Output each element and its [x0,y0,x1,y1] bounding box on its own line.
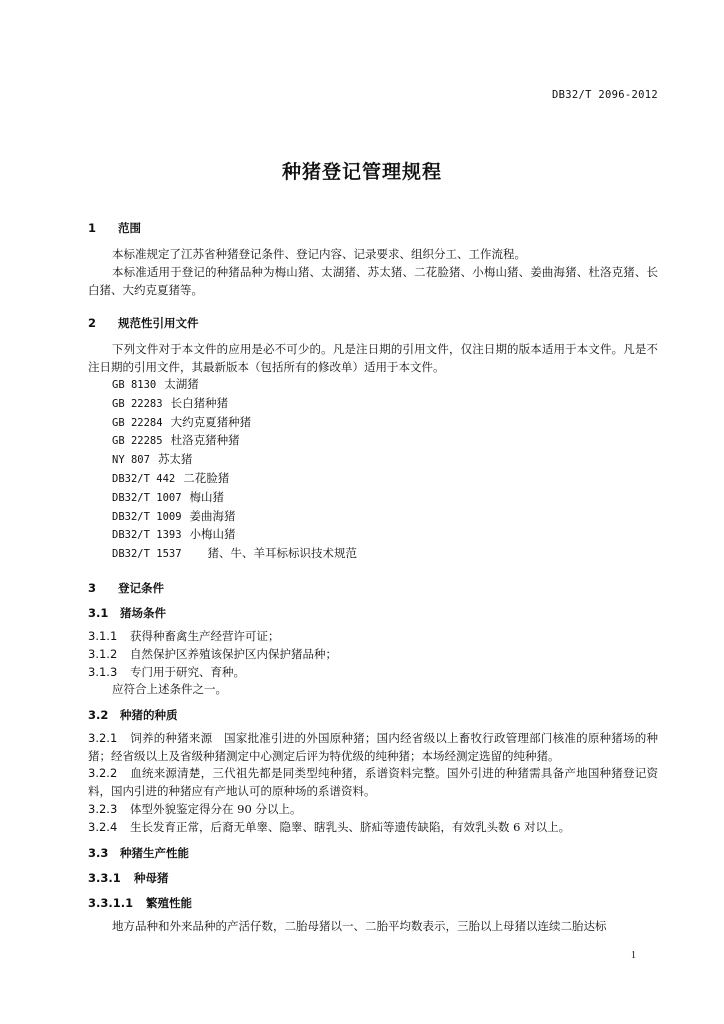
reference-title: 长白猪种猪 [170,395,229,410]
clause-item [88,664,658,682]
reference-title: 梅山猪 [189,489,225,504]
reference-code: DB32/T 442 [112,472,176,485]
subsection-number: 3.2 [88,707,109,722]
standard-code: DB32/T 2096-2012 [552,89,658,101]
subsection-title: 种母猪 [134,870,169,885]
reference-item [88,414,658,433]
section-title: 规范性引用文件 [118,316,199,330]
clause-number: 3.1.3 [88,664,118,679]
clause-text: 体型外貌鉴定得分在 90 分以上。 [130,802,302,817]
reference-item [88,470,658,489]
section-2-heading [88,315,658,332]
page-number: 1 [631,950,636,961]
reference-title: 姜曲海猪 [189,508,236,523]
subsection-title: 繁殖性能 [146,895,192,910]
reference-item [88,526,658,545]
reference-code: DB32/T 1009 [112,510,182,523]
subsection-number: 3.3 [88,845,109,860]
reference-code: GB 22283 [112,397,163,410]
subsection-3-1-heading [88,605,658,622]
clause-item [88,730,658,766]
reference-title: 太湖猪 [164,377,199,391]
reference-code: DB32/T 1007 [112,491,182,504]
clause-item [88,765,658,801]
reference-list [88,376,658,564]
reference-code: DB32/T 1393 [112,529,182,542]
section-1-heading [88,220,658,237]
reference-title: 苏太猪 [157,452,193,467]
reference-item [88,545,658,564]
subsection-3-3-1-1-heading [88,895,658,912]
subsection-title: 猪场条件 [120,605,166,620]
clause-number: 3.2.4 [88,819,118,834]
clause-text: 生长发育正常，后裔无单睾、隐睾、瞎乳头、脐疝等遗传缺陷，有效乳头数 6 对以上。 [130,819,571,834]
clause-number: 3.2.2 [88,766,118,781]
reference-item [88,376,658,395]
section-3-heading [88,580,658,597]
section-number: 3 [88,580,97,595]
reference-code: GB 22285 [112,435,163,448]
clause-text: 饲养的种猪来源 国家批准引进的外国原种猪；国内经省级以上畜牧行政管理部门核准的原种猪场的种猪；经省级以上及省级种猪测定中心测定后评为特优级的纯种猪；本场经测定选留的纯种猪。 [88,730,658,763]
clause-number: 3.1.2 [88,646,118,661]
clause-number: 3.2.1 [88,730,118,745]
clause-number: 3.2.3 [88,802,118,817]
subsection-3-3-1-heading [88,870,658,887]
reference-item [88,395,658,414]
reference-title: 二花脸猪 [183,470,230,485]
normative-references-intro: 下列文件对于本文件的应用是必不可少的。凡是注日期的引用文件，仅注日期的版本适用于本文件。凡是不注日期的引用文件，其最新版本（包括所有的修改单）适用于本文件。 [88,342,658,374]
clause-number: 3.1.1 [88,628,118,643]
reference-code: NY 807 [112,454,150,467]
section-number: 2 [88,316,97,330]
subsection-3-3-heading [88,845,658,862]
scope-paragraph-2: 本标准适用于登记的种猪品种为梅山猪、太湖猪、苏太猪、二花脸猪、小梅山猪、姜曲海猪、杜洛克猪、长白猪、大约克夏猪等。 [88,265,658,297]
subsection-title: 种猪生产性能 [120,845,189,860]
reference-code: DB32/T 1537 [112,548,182,561]
subsection-3-2-heading [88,707,658,724]
reference-item [88,508,658,527]
clause-text: 自然保护区养殖该保护区内保护猪品种； [130,646,337,661]
clause-item [88,819,658,837]
reference-title: 猪、牛、羊耳标标识技术规范 [207,546,358,561]
clause-text: 专门用于研究、育种。 [130,664,245,679]
reference-title: 大约克夏猪种猪 [170,414,252,429]
clause-text: 血统来源清楚，三代祖先都是同类型纯种猪，系谱资料完整。国外引进的种猪需具备产地国种猪登记资料，国内引进的种猪应有产地认可的原种场的系谱资料。 [88,766,658,799]
reference-title: 小梅山猪 [189,527,236,542]
reference-item [88,432,658,451]
subsection-number: 3.3.1 [88,870,121,885]
subsection-number: 3.3.1.1 [88,895,134,910]
reference-item [88,451,658,470]
subsection-title: 种猪的种质 [120,707,178,722]
document-title: 种猪登记管理规程 [281,161,442,183]
clause-item [88,801,658,819]
reproduction-performance-text: 地方品种和外来品种的产活仔数，二胎母猪以一、二胎平均数表示，三胎以上母猪以连续二胎达标 [112,918,607,933]
section-title: 登记条件 [118,580,164,595]
section-title: 范围 [118,221,141,235]
reference-title: 杜洛克猪种猪 [170,433,240,448]
conditions-note: 应符合上述条件之一。 [112,682,227,697]
clause-item [88,628,658,646]
clause-item [88,646,658,664]
reference-code: GB 22284 [112,416,163,429]
section-number: 1 [88,221,97,235]
document-body [88,220,658,935]
reference-item [88,489,658,508]
subsection-number: 3.1 [88,605,109,620]
reference-code: GB 8130 [112,379,157,391]
scope-paragraph-1: 本标准规定了江苏省种猪登记条件、登记内容、记录要求、组织分工、工作流程。 [112,247,526,261]
clause-text: 获得种畜禽生产经营许可证； [130,628,280,643]
